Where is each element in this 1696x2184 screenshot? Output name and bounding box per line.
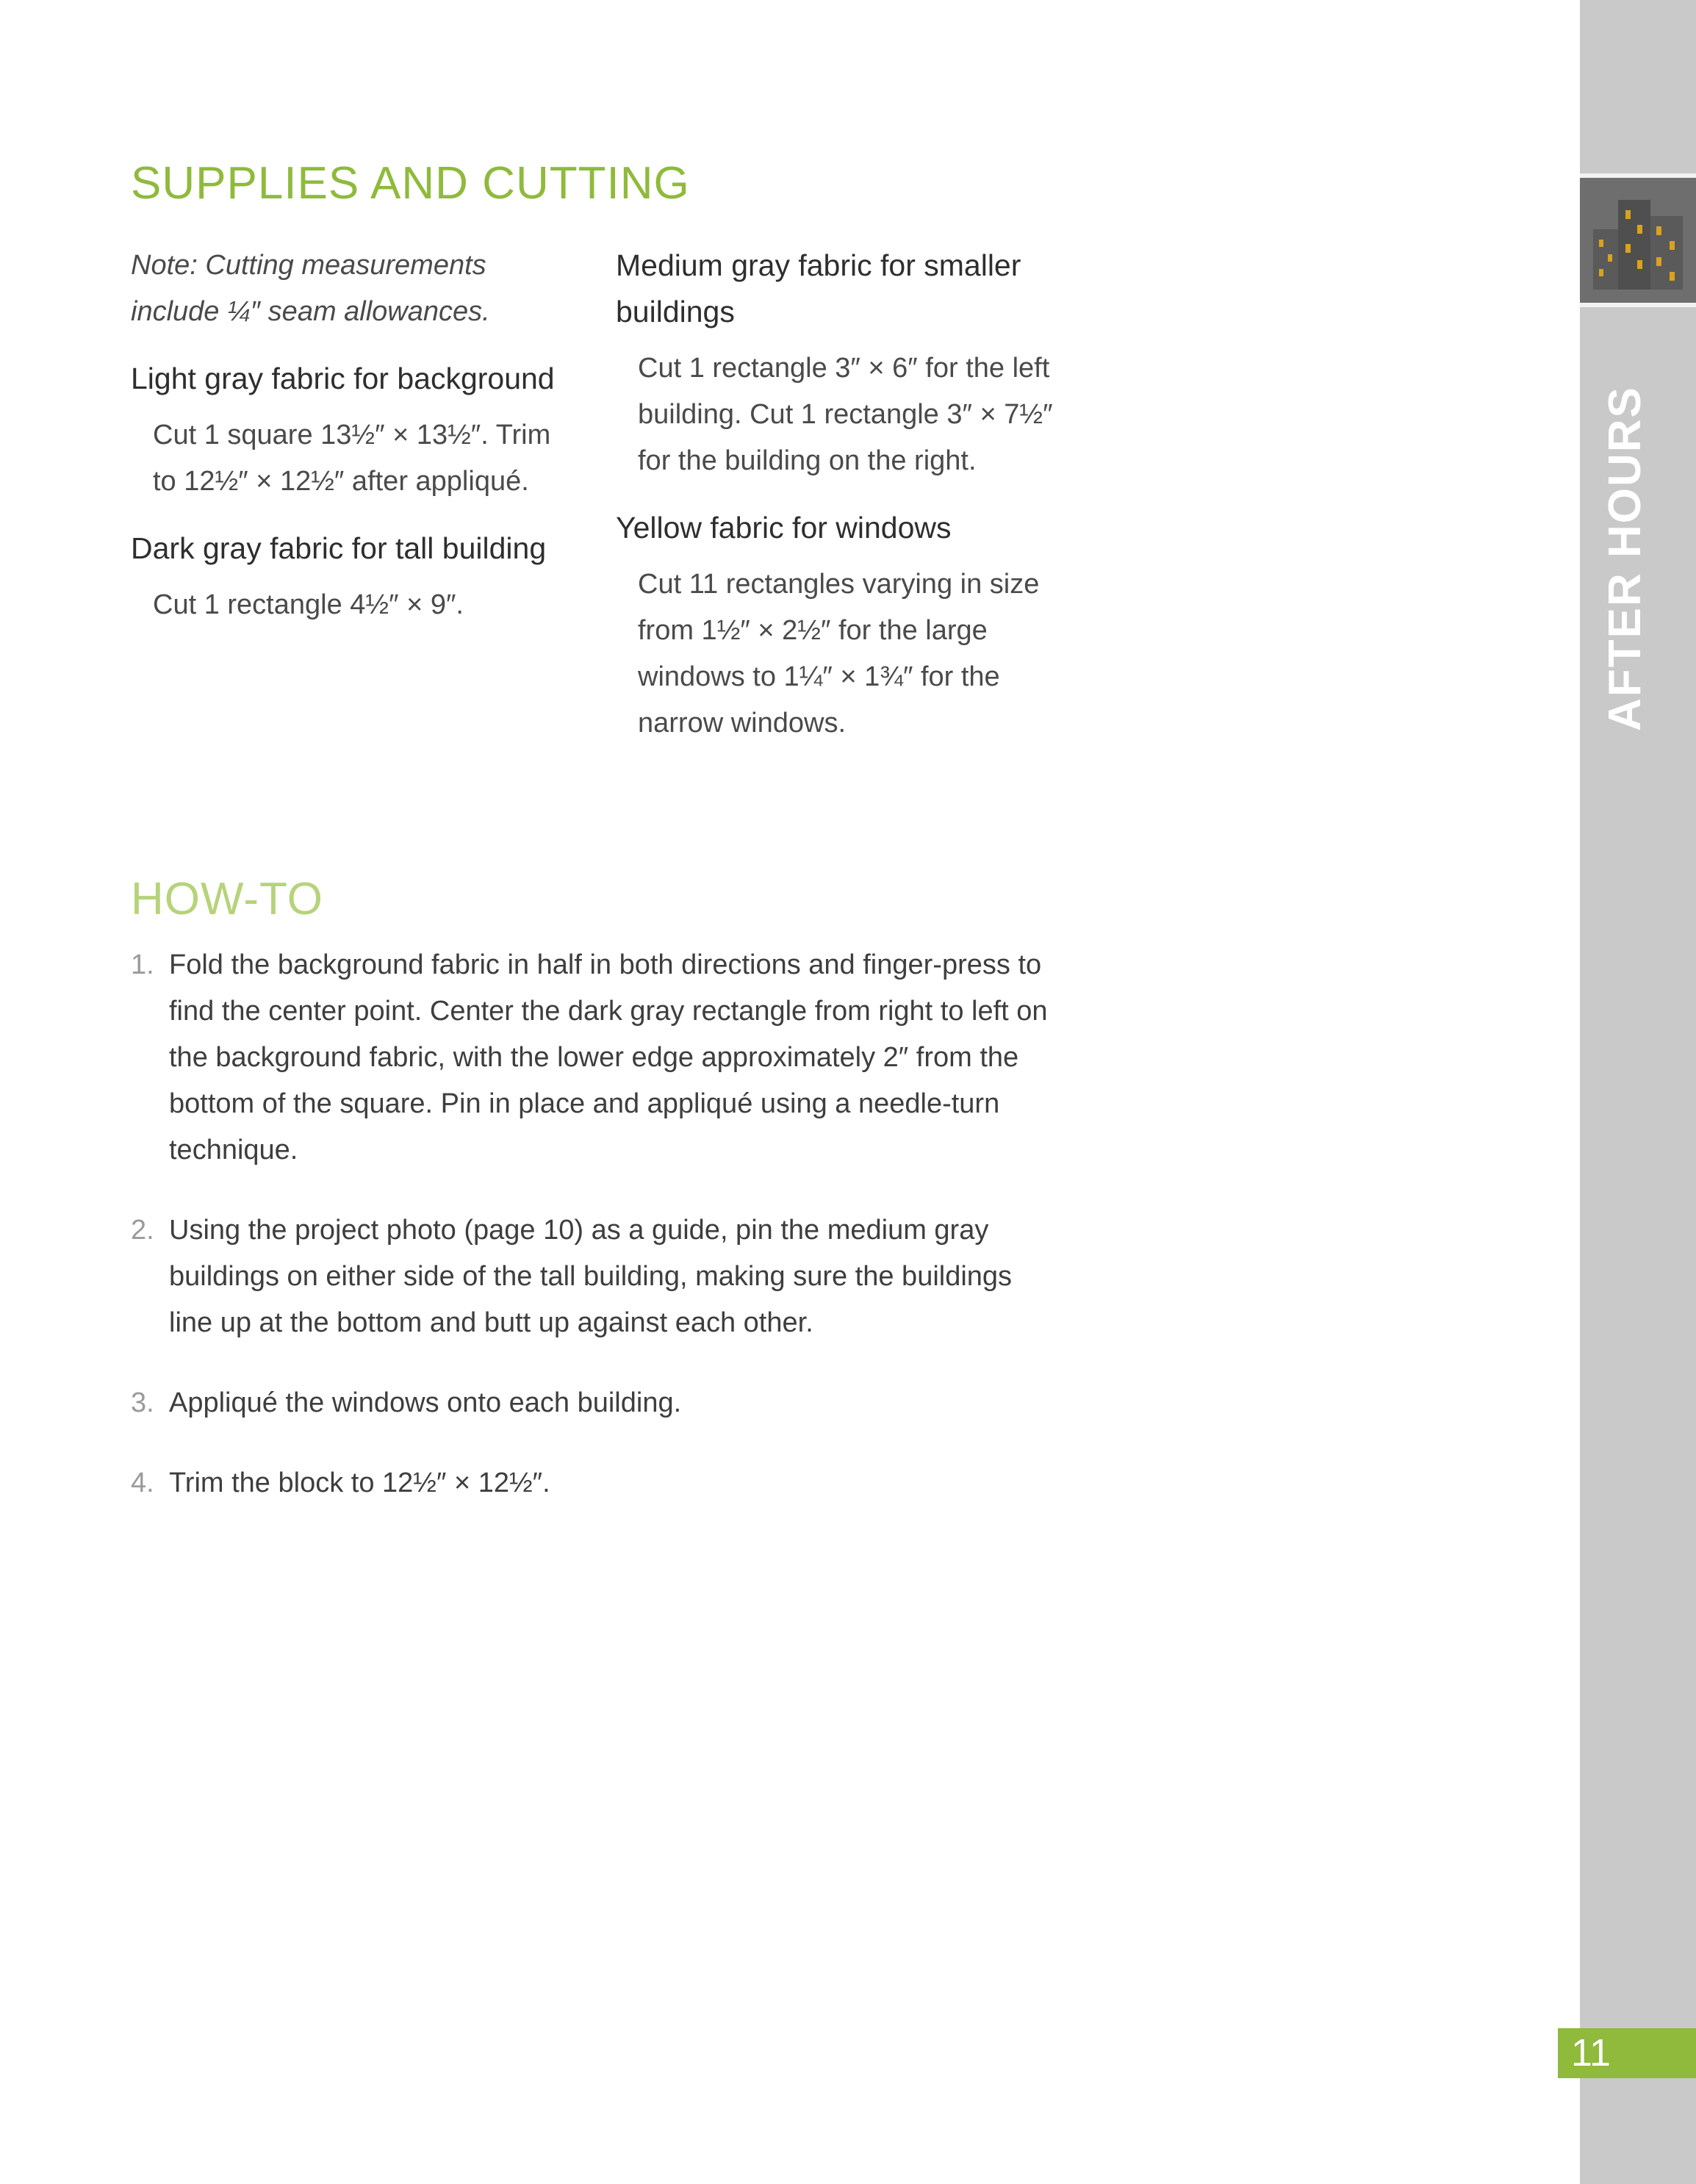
supplies-right-column — [616, 243, 1086, 747]
supply-body-background: Cut 1 square 13½″ × 13½″. Trim to 12½″ × 12½″ after appliqué. — [153, 420, 551, 497]
supply-title-smaller-buildings: Medium gray fabric for smaller buildings — [616, 248, 1021, 328]
step-text: Appliqué the windows onto each building. — [169, 1387, 682, 1418]
step-number: 4. — [131, 1468, 154, 1498]
howto-heading: HOW-TO — [131, 874, 324, 924]
sidebar-icon-panel — [1580, 173, 1696, 307]
supply-title-tall-building: Dark gray fabric for tall building — [131, 531, 547, 565]
supply-body-windows: Cut 11 rectangles varying in size from 1½″ × 2½″ for the large windows to 1¼″ × 1¾″ for the narrow windows. — [638, 569, 1040, 739]
supplies-heading: SUPPLIES AND CUTTING — [131, 158, 690, 209]
city-buildings-icon — [1580, 178, 1696, 303]
step-item — [131, 1380, 1057, 1426]
step-number: 2. — [131, 1215, 154, 1246]
step-text: Fold the background fabric in half in both directions and finger-press to find the center point. Center the dark gray rectangle from right to left on the background fabric, with the lower edge approximately 2″ from the bottom of the square. Pin in place and appliqué using a needle-turn technique. — [169, 949, 1048, 1165]
chapter-sidebar — [1580, 0, 1696, 2184]
supply-title-background: Light gray fabric for background — [131, 362, 555, 395]
step-item — [131, 942, 1057, 1174]
supply-body-smaller-buildings: Cut 1 rectangle 3″ × 6″ for the left building. Cut 1 rectangle 3″ × 7½″ for the building on the right. — [638, 353, 1053, 476]
step-item — [131, 1207, 1057, 1346]
step-text: Using the project photo (page 10) as a guide, pin the medium gray buildings on either side of the tall building, making sure the buildings line up at the bottom and butt up against each other. — [169, 1215, 1013, 1338]
chapter-title: AFTER HOURS — [1600, 386, 1650, 731]
step-number: 3. — [131, 1387, 154, 1418]
supply-title-windows: Yellow fabric for windows — [616, 511, 952, 545]
page-number-tab — [1558, 2028, 1696, 2078]
step-item — [131, 1460, 1057, 1506]
supplies-left-column — [131, 243, 572, 628]
howto-steps — [131, 942, 1057, 1540]
step-number: 1. — [131, 949, 154, 980]
page-number: 11 — [1571, 2032, 1611, 2075]
step-text: Trim the block to 12½″ × 12½″. — [169, 1468, 550, 1498]
supply-body-tall-building: Cut 1 rectangle 4½″ × 9″. — [153, 589, 464, 620]
cutting-note: Note: Cutting measurements include ¼″ seam allowances. — [131, 250, 490, 327]
